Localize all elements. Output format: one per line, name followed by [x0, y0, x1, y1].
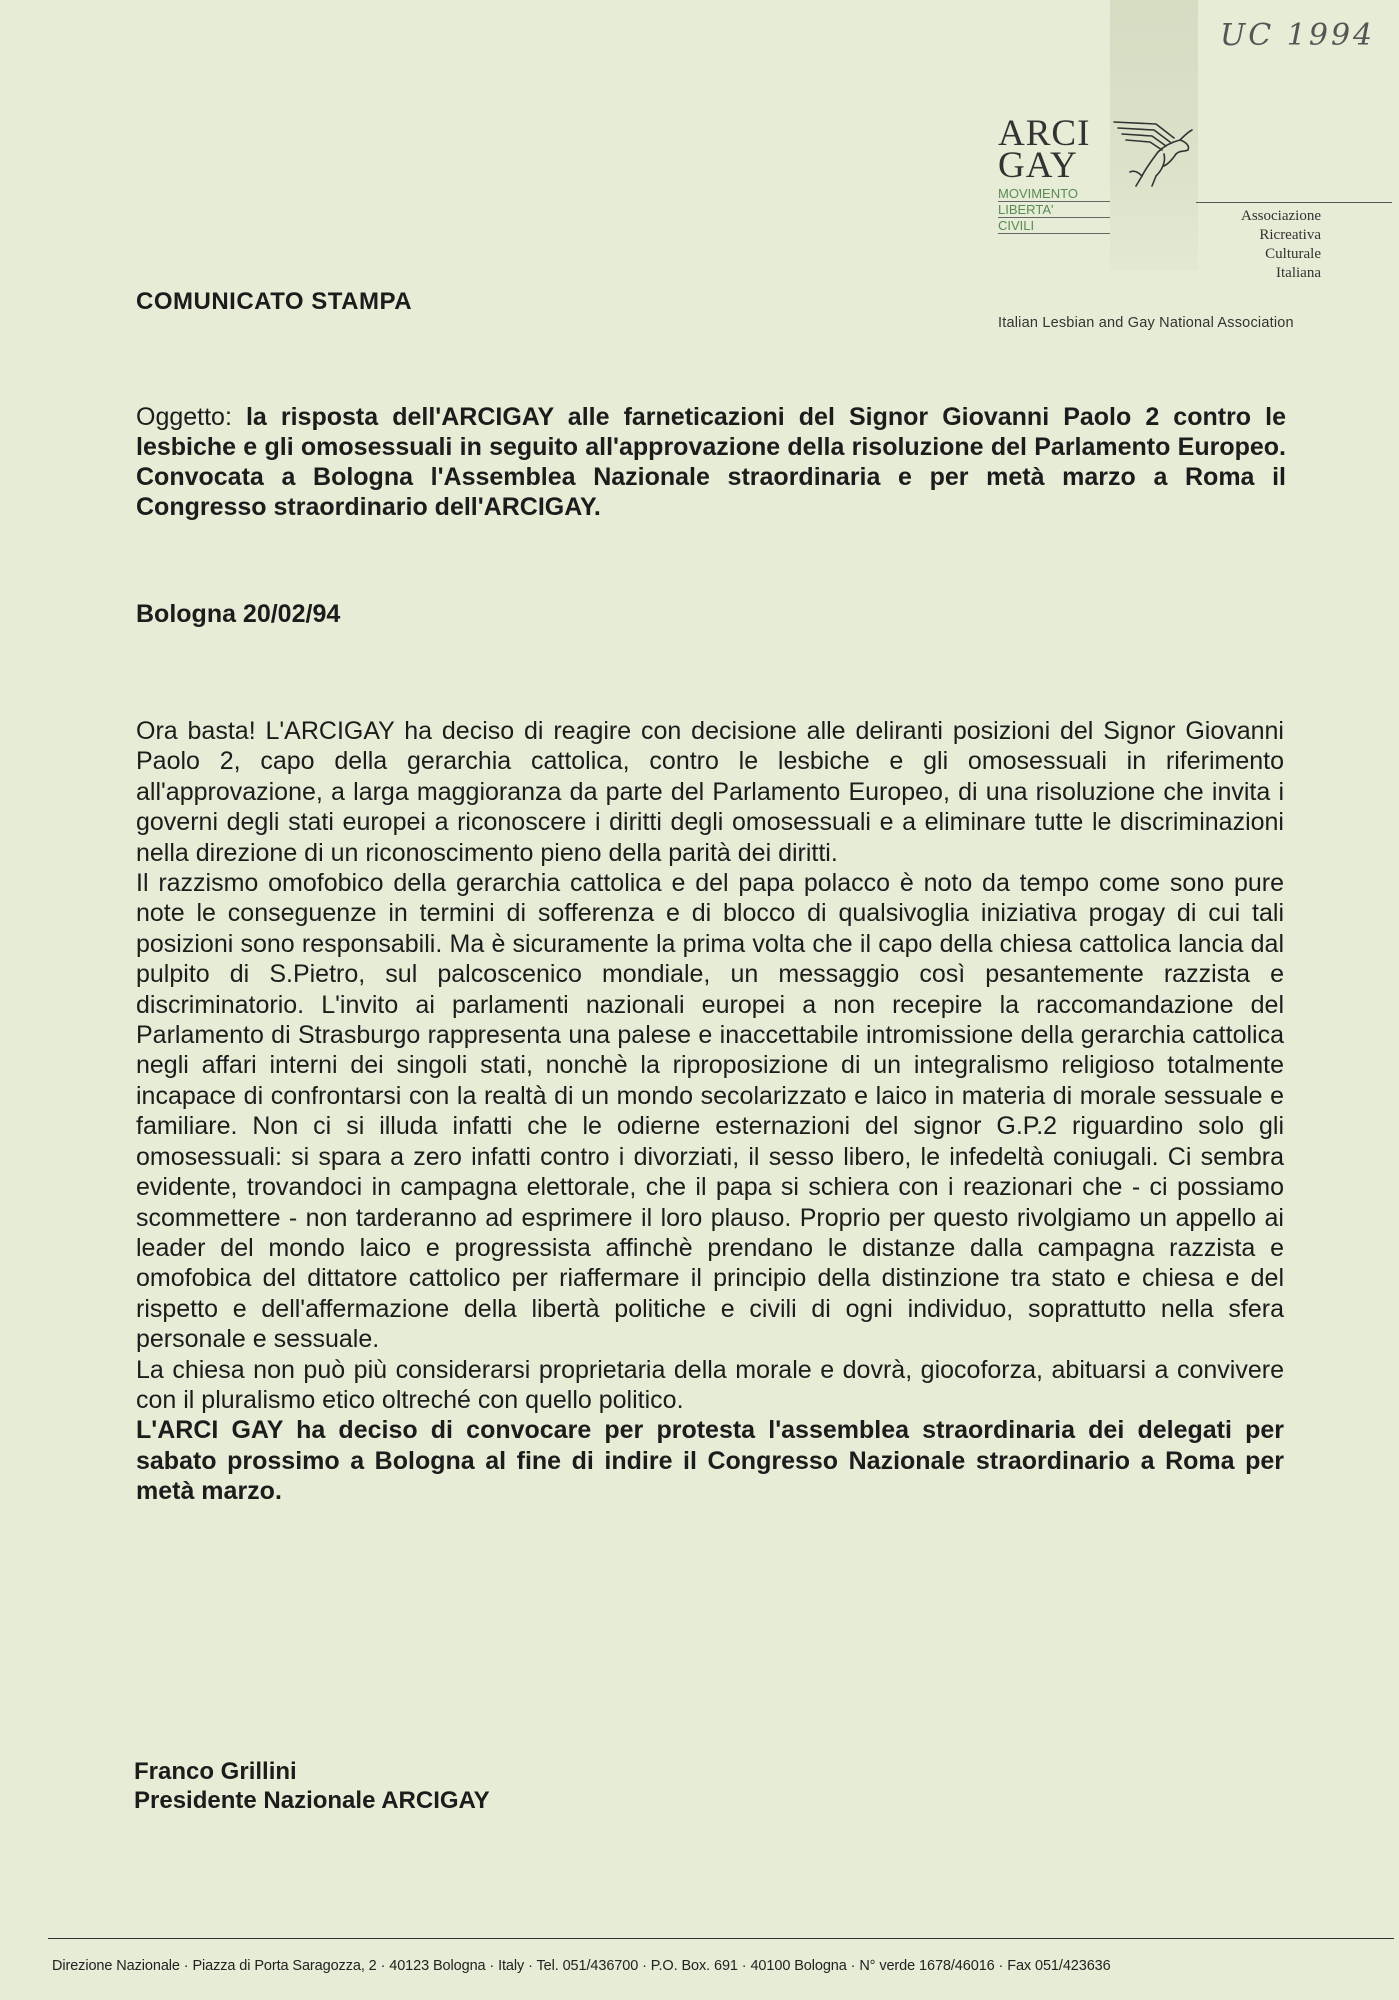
body-paragraph-3: La chiesa non può più considerarsi proprietaria della morale e dovrà, giocoforza, abituarsi a convivere con il pluralismo etico oltreché con quello politico.: [136, 1355, 1284, 1414]
signature-role: Presidente Nazionale ARCIGAY: [134, 1787, 490, 1814]
subject-text: la risposta dell'ARCIGAY alle farneticazioni del Signor Giovanni Paolo 2 contro le lesbiche e gli omosessuali in seguito all'approvazione della risoluzione del Parlamento Europeo. Convocata a Bologna l'Assemblea Nazionale straordinaria e per metà marzo a Roma il Congresso straordinario dell'ARCIGAY.: [136, 403, 1286, 521]
subject-label: Oggetto:: [136, 403, 246, 431]
letterhead-divider: [1196, 202, 1392, 203]
footer-address: Direzione Nazionale · Piazza di Porta Saragozza, 2 · 40123 Bologna · Italy · Tel. 051/436700 · P.O. Box. 691 · 40100 Bologna · N° verde 1678/46016 · Fax 051/423636: [52, 1958, 1111, 1974]
pegasus-icon: [1112, 116, 1194, 190]
association-line-3: Culturale: [1265, 246, 1321, 262]
document-heading: COMUNICATO STAMPA: [136, 288, 413, 315]
movement-line-3: CIVILI: [998, 218, 1110, 234]
logo-name-line2: GAY: [998, 145, 1078, 186]
movement-line-2: LIBERTA': [998, 202, 1110, 218]
association-line-1: Associazione: [1241, 208, 1321, 224]
dateline: Bologna 20/02/94: [136, 600, 341, 628]
association-line-4: Italiana: [1276, 265, 1321, 281]
subject-block: [136, 402, 1286, 522]
body-paragraph-1: Ora basta! L'ARCIGAY ha deciso di reagire con decisione alle deliranti posizioni del Signor Giovanni Paolo 2, capo della gerarchia cattolica, contro le lesbiche e gli omosessuali in riferimento all'approvazione, a larga maggioranza da parte del Parlamento Europeo, di una risoluzione che invita i governi degli stati europei a riconoscere i diritti degli omosessuali e a eliminare tutte le discriminazioni nella direzione di un riconoscimento pieno della parità dei diritti.: [136, 717, 1284, 867]
letterhead-english-name: Italian Lesbian and Gay National Association: [998, 315, 1294, 331]
movement-line-1: MOVIMENTO: [998, 186, 1110, 202]
body-text: [136, 716, 1284, 1507]
body-paragraph-4: L'ARCI GAY ha deciso di convocare per protesta l'assemblea straordinaria dei delegati per sabato prossimo a Bologna al fine di indire il Congresso Nazionale straordinario a Roma per metà marzo.: [136, 1416, 1284, 1506]
signature-block: [134, 1757, 490, 1815]
letterhead-movement-lines: [998, 186, 1110, 234]
letterhead-association-lines: [1196, 207, 1321, 283]
body-paragraph-2: Il razzismo omofobico della gerarchia cattolica e del papa polacco è noto da tempo come sono pure note le conseguenze in termini di sofferenza e di blocco di qualsivoglia iniziativa progay di cui tali posizioni sono responsabili. Ma è sicuramente la prima volta che il capo della chiesa cattolica lancia dal pulpito di S.Pietro, sul palcoscenico mondiale, un messaggio così pesantemente razzista e discriminatorio. L'invito ai parlamenti nazionali europei a non recepire la raccomandazione del Parlamento di Strasburgo rappresenta una palese e inaccettabile intromissione della gerarchia cattolica negli affari interni dei singoli stati, nonchè la riproposizione di un integralismo religioso totalmente incapace di confrontarsi con la realtà di un mondo secolarizzato e laico in materia di morale sessuale e familiare. Non ci si illuda infatti che le odierne esternazioni del signor G.P.2 riguardino solo gli omosessuali: si spara a zero infatti contro i divorziati, il sesso libero, le infedeltà coniugali. Ci sembra evidente, trovandoci in campagna elettorale, che il papa si schiera con i reazionari che - ci possiamo scommettere - non tarderanno ad esprimere il loro plauso. Proprio per questo rivolgiamo un appello ai leader del mondo laico e progressista affinchè prendano le distanze dalla campagna razzista e omofobica del dittatore cattolico per riaffermare il principio della distinzione tra stato e chiesa e del rispetto e dell'affermazione della libertà politiche e civili di ogni individuo, soprattutto nella sfera personale e sessuale.: [136, 869, 1284, 1354]
handwritten-archive-note: UC 1994: [1220, 18, 1376, 53]
logo-name-line1: ARCI: [998, 113, 1091, 154]
association-line-2: Ricreativa: [1259, 227, 1321, 243]
letterhead-logo-name: [998, 113, 1091, 186]
signature-name: Franco Grillini: [134, 1758, 297, 1785]
footer-divider: [48, 1938, 1394, 1939]
